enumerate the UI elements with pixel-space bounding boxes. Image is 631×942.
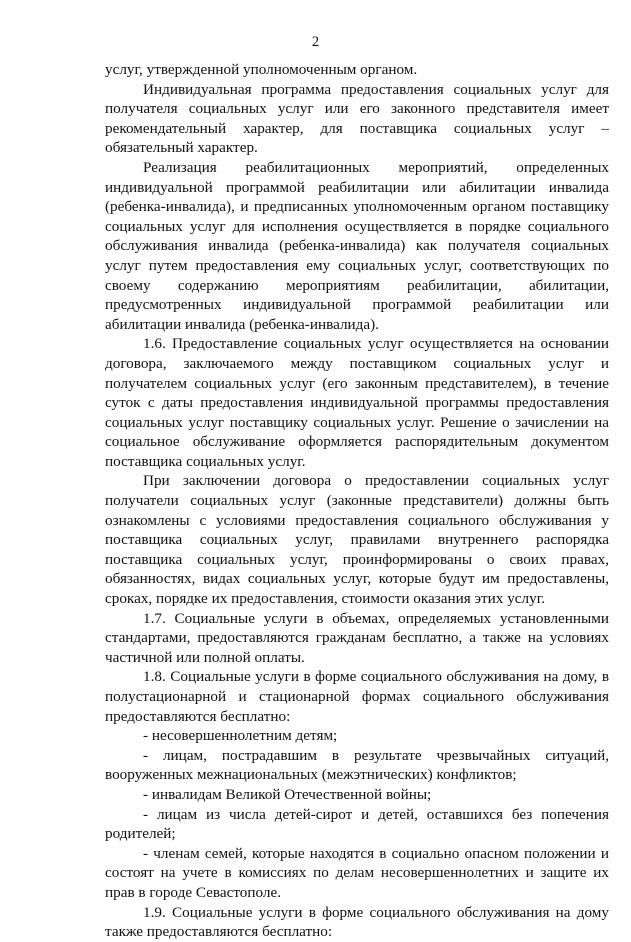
list-item-orphans: - лицам из числа детей-сирот и детей, оставшихся без попечения родителей; bbox=[105, 805, 609, 843]
paragraph-section-1-7: 1.7. Социальные услуги в объемах, определяемых установленными стандартами, предоставляются гражданам бесплатно, а также на условиях частичной или полной оплаты. bbox=[105, 609, 609, 666]
paragraph-continuation: услуг, утвержденной уполномоченным органом. bbox=[105, 61, 418, 78]
list-item-minors: - несовершеннолетним детям; bbox=[143, 727, 338, 745]
paragraph-contract-conclusion: При заключении договора о предоставлении социальных услуг получатели социальных услуг (законные представители) должны быть ознакомлены с условиями предоставления социального обслуживания у поставщика социальных услуг, правилами внутреннего распорядка поставщика социальных услуг, проинформированы о своих правах, обязанностях, видах социальных услуг, которые будут им предоставлены, сроках, порядке их предоставления, стоимости оказания этих услуг. bbox=[105, 472, 609, 608]
paragraph-section-1-6: 1.6. Предоставление социальных услуг осуществляется на основании договора, заключаемого между поставщиком социальных услуг и получателем социальных услуг (его законным представителем), в течение суток с даты предоставления индивидуальной программы предоставления социальных услуг поставщику социальных услуг. Решение о зачислении на социальное обслуживание оформляется распорядительным документом поставщика социальных услуг. bbox=[105, 335, 609, 470]
list-item-families-at-risk: - членам семей, которые находятся в социально опасном положении и состоят на учете в комиссиях по делам несовершеннолетних и защите их прав в городе Севастополе. bbox=[105, 844, 609, 901]
body-text bbox=[105, 60, 609, 942]
paragraph-section-1-9: 1.9. Социальные услуги в форме социального обслуживания на дому также предоставляются бесплатно: bbox=[105, 903, 609, 941]
list-item-emergency-victims: - лицам, пострадавшим в результате чрезвычайных ситуаций, вооруженных межнациональных (межэтнических) конфликтов; bbox=[105, 746, 609, 784]
paragraph-section-1-8: 1.8. Социальные услуги в форме социального обслуживания на дому, в полустационарной и стационарной формах социального обслуживания предоставляются бесплатно: bbox=[105, 668, 609, 725]
list-item-war-invalids: - инвалидам Великой Отечественной войны; bbox=[143, 785, 432, 803]
paragraph-individual-program: Индивидуальная программа предоставления социальных услуг для получателя социальных услуг или его законного представителя имеет рекомендательный характер, для поставщика социальных услуг – обязательный характер. bbox=[105, 80, 609, 157]
paragraph-rehabilitation: Реализация реабилитационных мероприятий, определенных индивидуальной программой реабилитации или абилитации инвалида (ребенка-инвалида), и предписанных уполномоченным органом поставщику социальных услуг для исполнения осуществляется в порядке социального обслуживания инвалида (ребенка-инвалида) как получателя социальных услуг путем предоставления ему социальных услуг, соответствующих по своему содержанию мероприятиям реабилитации, абилитации, предусмотренных индивидуальной программой реабилитации или абилитации инвалида (ребенка-инвалида). bbox=[105, 158, 609, 333]
page-number: 2 bbox=[311, 34, 320, 50]
